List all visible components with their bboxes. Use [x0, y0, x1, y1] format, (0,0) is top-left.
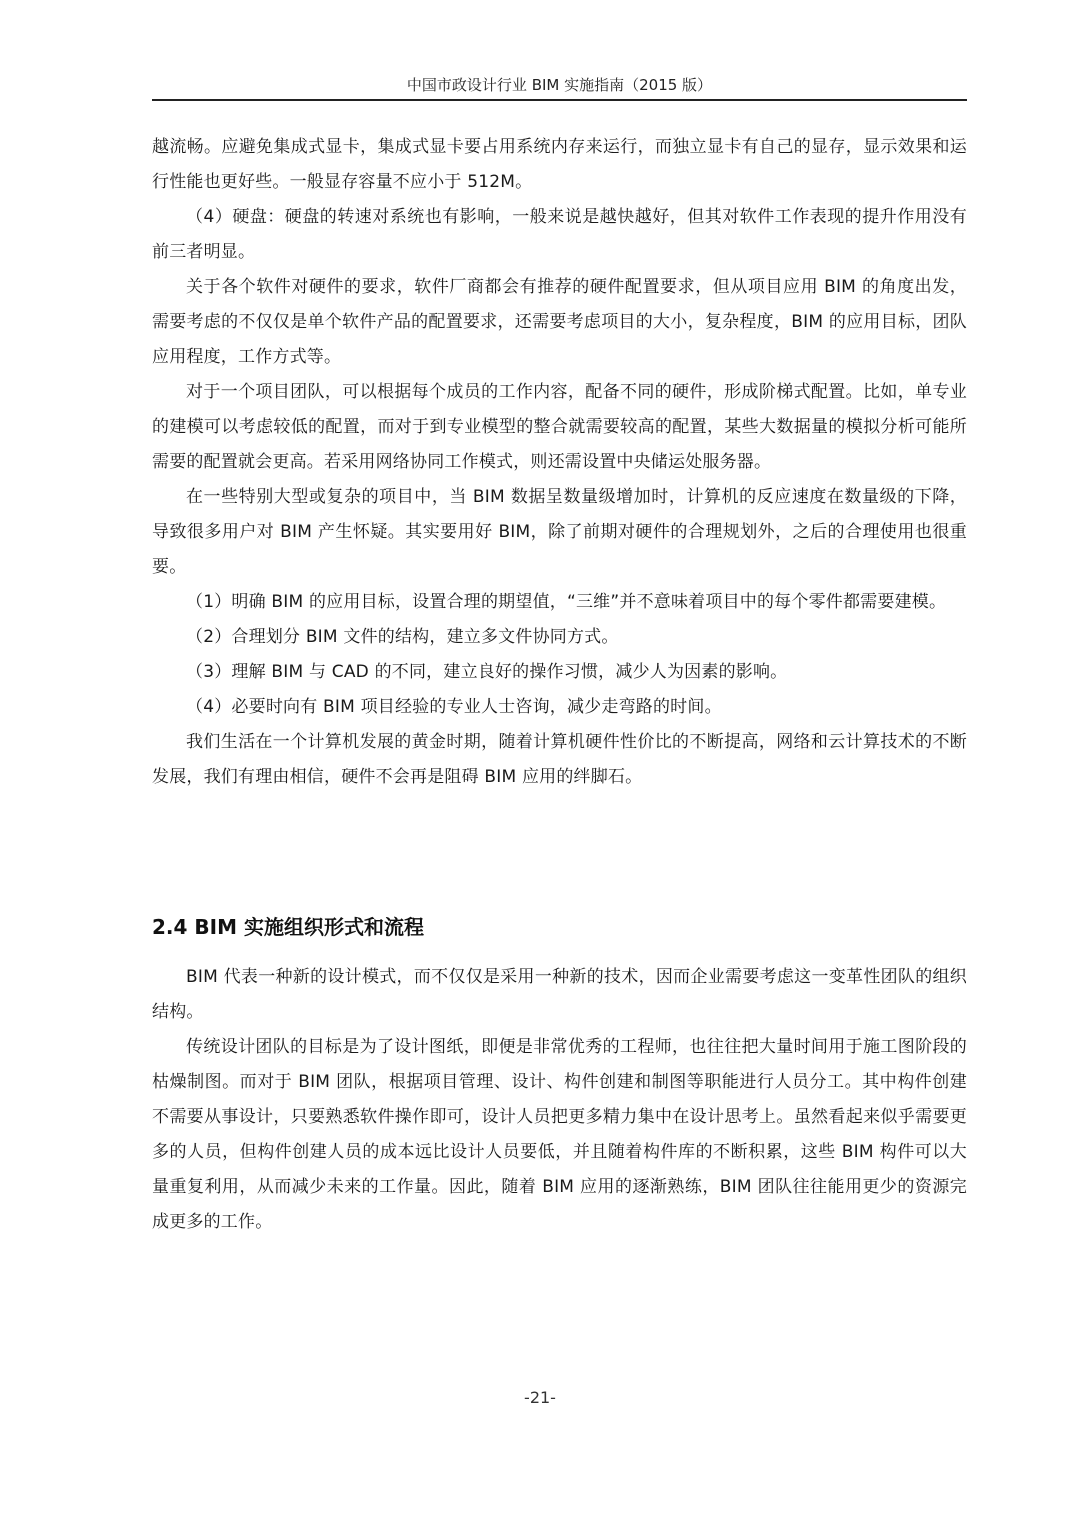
paragraph-3: 对于一个项目团队，可以根据每个成员的工作内容，配备不同的硬件，形成阶梯式配置。比如，单专业的建模可以考虑较低的配置，而对于到专业模型的整合就需要较高的配置，某些大数据量的模拟分析可能所需要的配置就会更高。若采用网络协同工作模式，则还需设置中央储运处服务器。: [152, 382, 967, 472]
page-number: -21-: [524, 1388, 556, 1407]
list-item-2: （2）合理划分 BIM 文件的结构，建立多文件协同方式。: [186, 627, 619, 647]
section-heading: 2.4 BIM 实施组织形式和流程: [152, 915, 424, 939]
body-text-top: [152, 130, 967, 795]
header-divider: [152, 99, 967, 101]
paragraph-2: 关于各个软件对硬件的要求，软件厂商都会有推荐的硬件配置要求，但从项目应用 BIM 的角度出发，需要考虑的不仅仅是单个软件产品的配置要求，还需要考虑项目的大小，复杂程度，BIM 的应用目标，团队应用程度，工作方式等。: [152, 277, 967, 367]
paragraph-section-2: 传统设计团队的目标是为了设计图纸，即便是非常优秀的工程师，也往往把大量时间用于施工图阶段的枯燥制图。而对于 BIM 团队，根据项目管理、设计、构件创建和制图等职能进行人员分工。其中构件创建不需要从事设计，只要熟悉软件操作即可，设计人员把更多精力集中在设计思考上。虽然看起来似乎需要更多的人员，但构件创建人员的成本远比设计人员要低，并且随着构件库的不断积累，这些 BIM 构件可以大量重复利用，从而减少未来的工作量。因此，随着 BIM 应用的逐渐熟练，BIM 团队往往能用更少的资源完成更多的工作。: [152, 1037, 967, 1232]
running-header: 中国市政设计行业 BIM 实施指南（2015 版）: [406, 76, 713, 94]
paragraph-0: 越流畅。应避免集成式显卡，集成式显卡要占用系统内存来运行，而独立显卡有自己的显存，显示效果和运行性能也更好些。一般显存容量不应小于 512M。: [152, 137, 967, 192]
list-item-4: （4）必要时向有 BIM 项目经验的专业人士咨询，减少走弯路的时间。: [186, 697, 722, 717]
list-item-1: （1）明确 BIM 的应用目标，设置合理的期望值，“三维”并不意味着项目中的每个零件都需要建模。: [186, 592, 947, 612]
list-item-3: （3）理解 BIM 与 CAD 的不同，建立良好的操作习惯，减少人为因素的影响。: [186, 662, 788, 682]
paragraph-4: 在一些特别大型或复杂的项目中，当 BIM 数据呈数量级增加时，计算机的反应速度在数量级的下降，导致很多用户对 BIM 产生怀疑。其实要用好 BIM，除了前期对硬件的合理规划外，之后的合理使用也很重要。: [152, 487, 967, 577]
paragraph-section-1: BIM 代表一种新的设计模式，而不仅仅是采用一种新的技术，因而企业需要考虑这一变革性团队的组织结构。: [152, 967, 967, 1022]
paragraph-closing: 我们生活在一个计算机发展的黄金时期，随着计算机硬件性价比的不断提高，网络和云计算技术的不断发展，我们有理由相信，硬件不会再是阻碍 BIM 应用的绊脚石。: [152, 732, 967, 787]
paragraph-1: （4）硬盘：硬盘的转速对系统也有影响，一般来说是越快越好，但其对软件工作表现的提升作用没有前三者明显。: [152, 207, 967, 262]
body-text-bottom: [152, 960, 967, 1240]
